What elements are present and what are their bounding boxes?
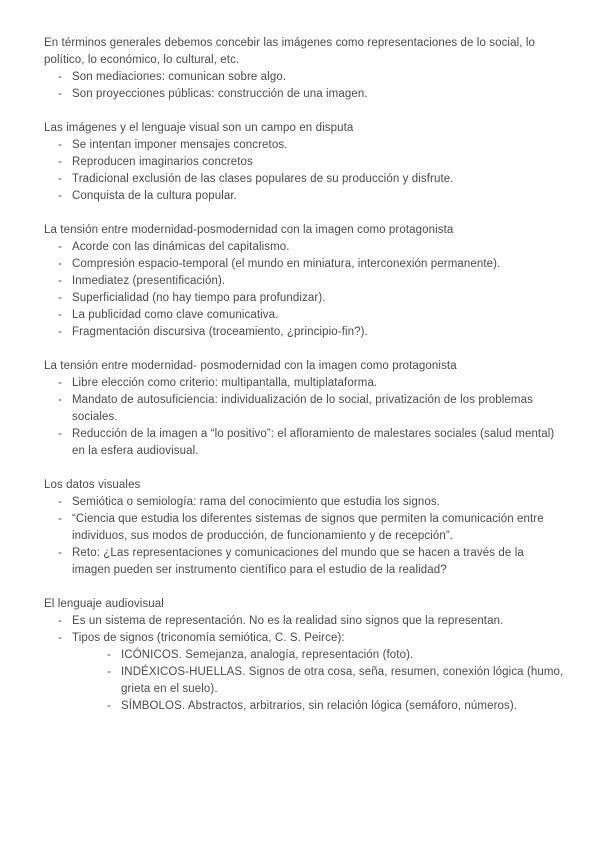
section-heading: La tensión entre modernidad-posmodernidad con la imagen como protagonista xyxy=(44,224,454,236)
list-item: - Fragmentación discursiva (troceamiento, ¿principio-fin?). xyxy=(44,324,564,341)
section-imagenes-representaciones xyxy=(44,35,564,103)
list-item: - Conquista de la cultura popular. xyxy=(44,188,564,205)
bullet-list xyxy=(44,375,564,460)
list-item: - Reproducen imaginarios concretos xyxy=(44,154,564,171)
list-item: - Reto: ¿Las representaciones y comunicaciones del mundo que se hacen a través de la imagen pueden ser instrumento científico para el estudio de la realidad? xyxy=(44,545,564,579)
list-item: - Se intentan imponer mensajes concretos. xyxy=(44,137,564,154)
section-tension-modernidad-1 xyxy=(44,222,564,341)
list-item: - Son mediaciones: comunican sobre algo. xyxy=(44,69,564,86)
sub-bullet-list xyxy=(44,647,564,715)
list-item: - Superficialidad (no hay tiempo para profundizar). xyxy=(44,290,564,307)
list-item: - Inmediatez (presentificación). xyxy=(44,273,564,290)
section-heading: El lenguaje audiovisual xyxy=(44,598,164,610)
list-item: - Libre elección como criterio: multipantalla, multiplataforma. xyxy=(44,375,564,392)
list-item: - “Ciencia que estudia los diferentes sistemas de signos que permiten la comunicación entre individuos, sus modos de producción, de funcionamiento y de recepción”. xyxy=(44,511,564,545)
list-item: - Compresión espacio-temporal (el mundo en miniatura, interconexión permanente). xyxy=(44,256,564,273)
section-heading: Los datos visuales xyxy=(44,479,141,491)
list-item: - Mandato de autosuficiencia: individualización de lo social, privatización de los problemas sociales. xyxy=(44,392,564,426)
bullet-list xyxy=(44,239,564,341)
bullet-list xyxy=(44,137,564,205)
sub-list-item: - SÍMBOLOS. Abstractos, arbitrarios, sin relación lógica (semáforo, números). xyxy=(72,698,564,715)
list-item: - Semiótica o semiología: rama del conocimiento que estudia los signos. xyxy=(44,494,564,511)
section-campo-en-disputa xyxy=(44,120,564,205)
list-item: - Reducción de la imagen a “lo positivo”: el afloramiento de malestares sociales (salud mental) en la esfera audiovisual. xyxy=(44,426,564,460)
bullet-list xyxy=(44,613,564,647)
section-datos-visuales xyxy=(44,477,564,579)
section-tension-modernidad-2 xyxy=(44,358,564,460)
list-item: - Son proyecciones públicas: construcción de una imagen. xyxy=(44,86,564,103)
bullet-list xyxy=(44,69,564,103)
sub-list-item: - ICÓNICOS. Semejanza, analogía, representación (foto). xyxy=(72,647,564,664)
sub-list-item: - INDÉXICOS-HUELLAS. Signos de otra cosa, seña, resumen, conexión lógica (humo, grieta en el suelo). xyxy=(72,664,564,698)
list-item: - Tradicional exclusión de las clases populares de su producción y disfrute. xyxy=(44,171,564,188)
document-body xyxy=(44,35,564,732)
section-heading: Las imágenes y el lenguaje visual son un campo en disputa xyxy=(44,122,354,134)
section-heading: La tensión entre modernidad- posmodernidad con la imagen como protagonista xyxy=(44,360,457,372)
list-item: - Acorde con las dinámicas del capitalismo. xyxy=(44,239,564,256)
list-item: - La publicidad como clave comunicativa. xyxy=(44,307,564,324)
list-item: - Tipos de signos (triconomía semiótica, C. S. Peirce): xyxy=(44,630,564,647)
section-lenguaje-audiovisual xyxy=(44,596,564,715)
list-item: - Es un sistema de representación. No es la realidad sino signos que la representan. xyxy=(44,613,564,630)
section-heading: En términos generales debemos concebir las imágenes como representaciones de lo social, lo político, lo económico, lo cultural, etc. xyxy=(44,37,535,66)
bullet-list xyxy=(44,494,564,579)
